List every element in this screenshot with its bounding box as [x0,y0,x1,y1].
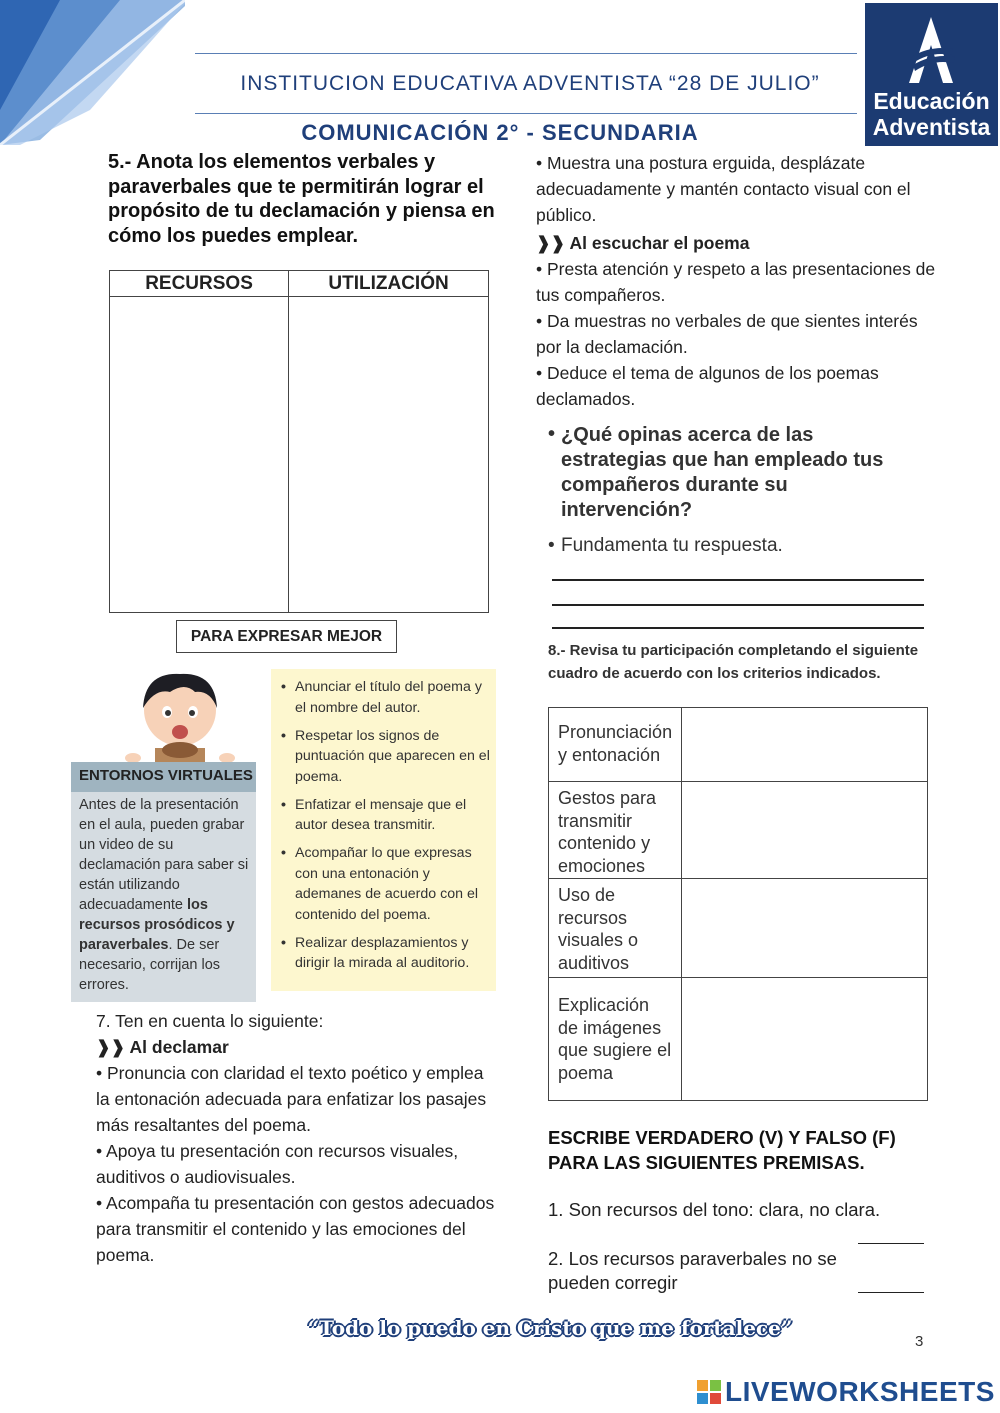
entornos-text-a: Antes de la presentación en el aula, pueden grabar un video de su declamación para saber si están utilizando adecuadamente [79,797,249,913]
col-utilizacion: UTILIZACIÓN [289,271,489,297]
institution-title: INSTITUCION EDUCATIVA ADVENTISTA “28 DE JULIO” [240,72,820,95]
col-recursos: RECURSOS [110,271,289,297]
question-8: 8.- Revisa tu participación completando el siguiente cuadro de acuerdo con los criterios indicados. [548,642,919,682]
tip-item: • Anunciar el título del poema y el nombre del autor. [281,677,490,718]
criterion-answer-cell[interactable] [682,708,928,782]
page-number: 3 [915,1333,924,1350]
right-item: • Muestra una postura erguida, desplázate adecuadamente y mantén contacto visual con el público. [536,153,911,225]
criterion-label: Gestos para transmitir contenido y emociones [549,782,682,879]
answer-line[interactable] [552,579,924,581]
liveworksheets-brand[interactable]: LIVEWORKSHEETS [725,1376,995,1407]
fundamenta-text: Fundamenta tu respuesta. [561,535,783,556]
evaluation-table [548,707,928,1101]
answer-line[interactable] [552,627,924,629]
entornos-title: ENTORNOS VIRTUALES [71,762,256,792]
logo-line1: Educación [873,88,990,114]
entornos-text-b: los recursos prosódicos y paraverbales [79,897,235,953]
recursos-table [109,270,489,613]
header-rule-bottom [195,113,857,114]
logo-line2: Adventista [872,114,991,140]
question-bullet: • [548,423,556,445]
vf-title: ESCRIBE VERDADERO (V) Y FALSO (F) PARA LAS SIGUIENTES PREMISAS. [548,1127,896,1173]
entornos-text-c: . De ser necesario, corrijan los errores. [79,937,221,993]
section-7-subtitle: ❱❱ Al declamar [96,1037,229,1057]
edu-adventista-logo [865,3,998,146]
section-7 [96,1008,496,1268]
tips-box [271,669,496,991]
premise-2: 2. Los recursos paraverbales no se pueden corregir [548,1248,837,1293]
right-column-text [536,150,936,412]
liveworksheets-icon [697,1380,722,1404]
criterion-answer-cell[interactable] [682,879,928,978]
utilizacion-cell[interactable] [289,297,489,613]
entornos-text [79,795,251,995]
criterion-answer-cell[interactable] [682,782,928,879]
section-7-item: • Pronuncia con claridad el texto poético y emplea la entonación adecuada para enfatizar los pasajes más resaltantes del poema. [96,1063,487,1135]
section-7-item: • Apoya tu presentación con recursos visuales, auditivos o audiovisuales. [96,1141,459,1187]
premise-1: 1. Son recursos del tono: clara, no clara. [548,1199,881,1220]
tip-item: • Acompañar lo que expresas con una entonación y ademanes de acuerdo con el contenido del poema. [281,843,490,925]
question-5: 5.- Anota los elementos verbales y paraverbales que te permitirán lograr el propósito de tu declamación y piensa en cómo los puedes emplear. [108,151,495,247]
criterion-label: Explicación de imágenes que sugiere el poema [549,978,682,1101]
right-item: • Deduce el tema de algunos de los poemas declamados. [536,363,879,409]
tip-item: • Respetar los signos de puntuación que aparecen en el poema. [281,726,490,788]
para-expresar-label: PARA EXPRESAR MEJOR [176,620,397,653]
right-item: • Presta atención y respeto a las presentaciones de tus compañeros. [536,259,936,305]
adventist-flame-icon [903,15,959,85]
header-rule-top [195,53,857,54]
premise-1-blank[interactable] [858,1243,924,1244]
criterion-label: Pronunciación y entonación [549,708,682,782]
escuchar-subtitle: ❱❱ Al escuchar el poema [536,233,750,253]
section-7-title: 7. Ten en cuenta lo siguiente: [96,1011,324,1031]
section-7-item: • Acompaña tu presentación con gestos adecuados para transmitir el contenido y las emociones del poema. [96,1193,495,1265]
right-item: • Da muestras no verbales de que sientes interés por la declamación. [536,311,918,357]
tip-item: • Enfatizar el mensaje que el autor desea transmitir. [281,795,490,836]
child-illustration [115,670,245,765]
subject-title: COMUNICACIÓN 2° - SECUNDARIA [301,120,699,145]
tip-item: • Realizar desplazamientos y dirigir la mirada al auditorio. [281,933,490,974]
motto: “Todo lo puedo en Cristo que me fortalece” [307,1316,793,1340]
corner-decoration [0,0,185,145]
criterion-label: Uso de recursos visuales o auditivos [549,879,682,978]
criterion-answer-cell[interactable] [682,978,928,1101]
fundamenta-bullet: • [548,535,555,556]
premise-2-blank[interactable] [858,1292,924,1293]
opinion-question: ¿Qué opinas acerca de las estrategias que han empleado tus compañeros durante su intervención? [561,424,884,521]
answer-line[interactable] [552,604,924,606]
recursos-cell[interactable] [110,297,289,613]
